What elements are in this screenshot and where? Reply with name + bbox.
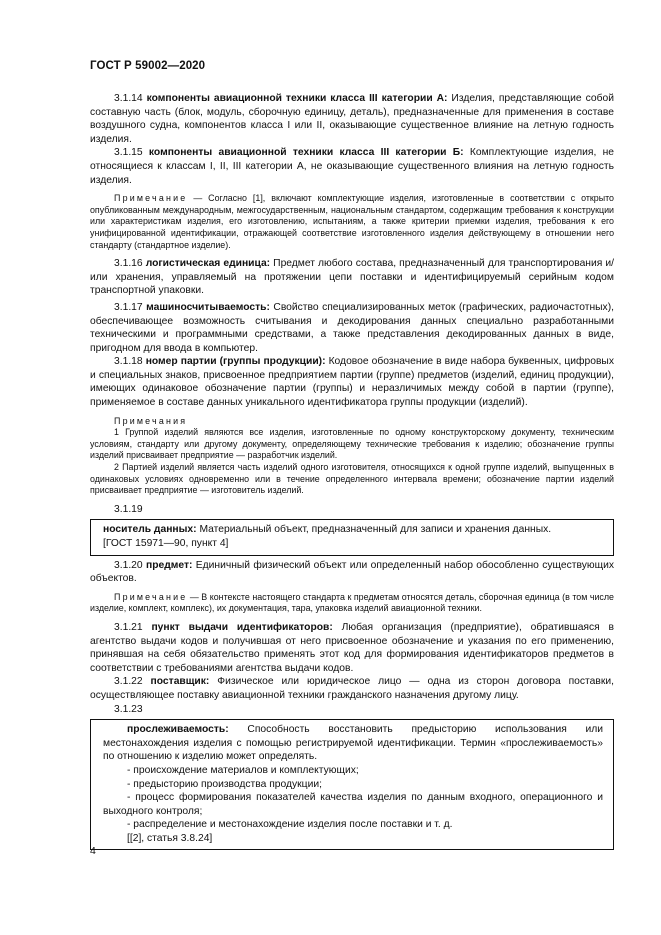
term: пункт выдачи идентификаторов:: [151, 621, 333, 633]
definition-text: Материальный объект, предназначенный для записи и хранения данных.: [199, 524, 552, 536]
page-number: 4: [90, 845, 96, 857]
note-item-1: 1 Группой изделий являются все изделия, изготовленные по одному конструкторскому документу, техническим условиям, стандарту или другому документу, определяющему технические требования к изделию; обозначение группы изделий присваивает предприятие — разработчик изделий.: [90, 427, 614, 461]
definition-3-1-17: [90, 301, 614, 355]
clause-number: 3.1.22: [114, 676, 143, 688]
definition-text: Кодовое обозначение в виде набора буквенных, цифровых и специальных знаков, присвоенное предприятием партии (группе) предметов (изделий, единиц продукции), имеющих одинаковое обозначение партии (группы) и неразличимых между собой в партии (группе), применяемое в составе данных уникального идентификатора группы продукции (изделий).: [90, 356, 614, 409]
definition-text: Предмет любого состава, предназначенный для транспортирования и/или хранения, управляемый на протяжении цепи поставки и идентифицируемый серийным кодом транспортной упаковки.: [90, 258, 614, 297]
term: поставщик:: [150, 676, 210, 688]
list-item: - происхождение материалов и комплектующих;: [127, 764, 359, 776]
definition-3-1-21: [90, 621, 614, 675]
note-3-1-20: [90, 592, 614, 615]
definition-3-1-19: [103, 523, 603, 537]
note-label: Примечание: [114, 193, 188, 204]
definition-3-1-15: [90, 146, 614, 187]
document-header: ГОСТ Р 59002—2020: [90, 60, 206, 72]
notes-heading: Примечания: [114, 415, 188, 426]
term: прослеживаемость:: [127, 724, 229, 736]
clause-number: 3.1.16: [114, 258, 143, 270]
definition-3-1-16: [90, 257, 614, 298]
list-item: - процесс формирования показателей качества изделия по данным входного, операционного и выходного контроля;: [103, 792, 603, 817]
clause-number-3-1-19: 3.1.19: [114, 503, 143, 515]
notes-label: [90, 416, 614, 428]
list-item: - распределение и местонахождение изделия после поставки и т. д.: [127, 819, 453, 831]
clause-number: 3.1.14: [114, 93, 143, 104]
clause-number: 3.1.17: [114, 301, 143, 313]
clause-number: 3.1.20: [114, 559, 143, 571]
definition-text: Способность восстановить предысторию использования или местонахождения изделия с помощью регистрируемой идентификации. Термин «прослеживаемость» по отношению к изделию может определять.: [103, 724, 603, 763]
source-reference: [ГОСТ 15971—90, пункт 4]: [103, 538, 229, 549]
clause-number: 3.1.18: [114, 356, 143, 368]
definition-text: Свойство специализированных меток (графических, радиочастотных), обеспечивающее возможность считывания и декодирования данных специально разработанными техническими и программными средствами, а также представления декодированных данных в виде, пригодном для ввода в компьютер.: [90, 301, 614, 354]
term: компоненты авиационной техники класса III категории А:: [146, 93, 448, 104]
definition-text: Физическое или юридическое лицо — одна из сторон договора поставки, осуществляющее поставку авиационной техники гражданского назначения другому лицу.: [90, 676, 614, 701]
term: предмет:: [145, 559, 193, 571]
definition-3-1-23: [103, 723, 603, 764]
term: носитель данных:: [103, 524, 197, 536]
note-item-2: 2 Партией изделий является часть изделий одного изготовителя, относящихся к одной группе изделий, выпущенных в одинаковых условиях одновременно или в течение определенного интервала времени; обозначение партии изделий присваивает предприятие — изготовитель изделий.: [90, 462, 614, 496]
term: компоненты авиационной техники класса III категории Б:: [148, 147, 464, 159]
definition-box-3-1-23: [90, 719, 614, 850]
definition-3-1-22: [90, 675, 614, 702]
definition-text: Комплектующие изделия, не относящиеся к классам I, II, III категории А, не оказывающие существенного влияния на летную годность изделия.: [90, 147, 614, 186]
definition-3-1-20: [90, 559, 614, 586]
term: машиносчитываемость:: [146, 301, 270, 313]
definition-text: Изделия, представляющие собой составную часть (блок, модуль, сборочную единицу, деталь), предназначенные для применения в составе воздушного судна, компонентов класса I или II, оказывающие существенное влияние на летную годность изделия.: [90, 93, 614, 145]
definition-3-1-14: [90, 92, 614, 146]
note-label: Примечание: [114, 591, 188, 602]
term: номер партии (группы продукции):: [145, 356, 326, 368]
clause-number: 3.1.21: [114, 621, 143, 633]
source-reference: [[2], статья 3.8.24]: [127, 832, 213, 844]
list-item: - предысторию производства продукции;: [127, 778, 322, 790]
note-text: — В контексте настоящего стандарта к предметам относятся деталь, сборочная единица (в том числе изделие, комплект, комплекс), их документация, тара, упаковка изделий авиационной техники.: [90, 591, 614, 614]
note-text: — Согласно [1], включают комплектующие изделия, изготовленные в соответствии с открыто опубликованным международным, межгосударственным, национальным стандартом, содержащим требования к конструкции или характеристикам изделия, его изготовлению, испытаниям, а также критерии приемки изделия, требования к его унифицированной идентификации, отражающей соответствие изготовленного изделия действующему в отношении него стандарту (стандартное изделие).: [90, 193, 614, 250]
clause-number-3-1-23: 3.1.23: [114, 703, 143, 715]
definition-text: Единичный физический объект или определенный набор обособленно существующих объектов.: [90, 559, 614, 585]
note-3-1-15: [90, 193, 614, 251]
clause-number: 3.1.15: [114, 147, 143, 159]
term: логистическая единица:: [145, 258, 271, 270]
definition-box-3-1-19: [90, 519, 614, 555]
definition-text: Любая организация (предприятие), обратившаяся в агентство выдачи кодов и получившая от него присвоенное обозначение и указания по его применению, принявшая на себя обязательство применять этот код для формирования идентификаторов предметов в соответствии с требованиями агентства выдачи кодов.: [90, 621, 614, 674]
definition-3-1-18: [90, 355, 614, 409]
document-body: [90, 92, 614, 850]
